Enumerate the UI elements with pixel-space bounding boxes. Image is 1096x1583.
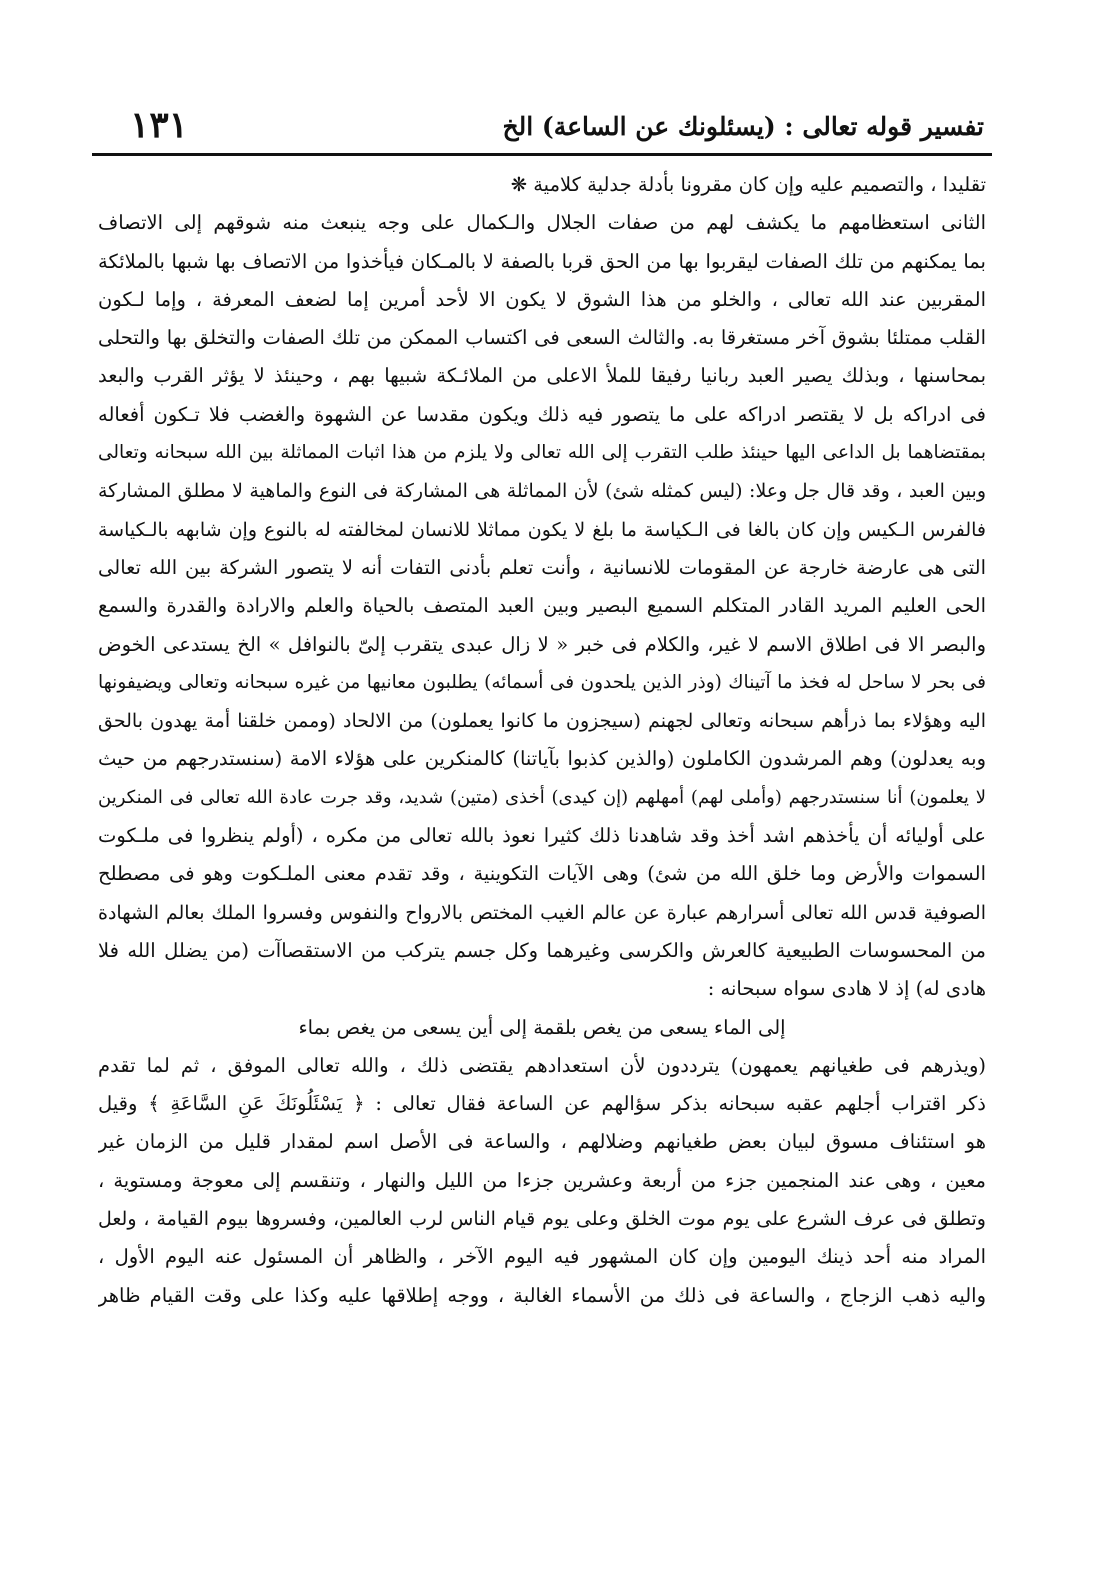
text-line: التى هى عارضة خارجة عن المقومات للانسانية ، وأنت تعلم بأدنى التفات أنه لا يتصور الشركة بين الله تعالى	[98, 555, 986, 579]
page-header	[90, 104, 990, 156]
text-line: على أوليائه أن يأخذهم اشد أخذ وقد شاهدنا ذلك كثيرا نعوذ بالله تعالى من مكره ، (أولم ينظروا فى ملـكوت	[98, 824, 986, 848]
text-line: من المحسوسات الطبيعية كالعرش والكرسى وغيرهما وكل جسم يتركب من الاستقصاآت (من يضلل الله فلا	[98, 938, 986, 962]
page-number: ١٣١	[130, 104, 189, 146]
text-line: والبصر الا فى اطلاق الاسم لا غير، والكلام فى خبر « لا زال عبدى يتقرب إلىّ بالنوافل » الخ يستدعى الخوض	[98, 632, 986, 656]
header-rule	[92, 153, 992, 156]
text-line: وبه يعدلون) وهم المرشدون الكاملون (والذين كذبوا بآياتنا) كالمنكرين على هؤلاء الامة (سنستدرجهم من حيث	[98, 747, 986, 771]
verse-line: إلى الماء يسعى من يغص بلقمة إلى أين يسعى من يغص بماء	[298, 1015, 786, 1039]
text-line: ذكر اقتراب أجلهم عقبه سبحانه بذكر سؤالهم عن الساعة فقال تعالى : ﴿ يَسْئَلُونَكَ عَنِ السَّاعَةِ ﴾ وقيل	[98, 1092, 986, 1116]
body-text	[98, 166, 986, 1315]
text-line: القلب ممتلئا بشوق آخر مستغرقا به. والثالث السعى فى اكتساب الممكن من تلك الصفات والتخلق بها والتحلى	[98, 326, 986, 350]
text-line: المقربين عند الله تعالى ، والخلو من هذا الشوق لا يكون الا لأحد أمرين إما لضعف المعرفة ، وإما لـكون	[98, 287, 986, 311]
text-line: تقليدا ، والتصميم عليه وإن كان مقرونا بأدلة جدلية كلامية ❋	[510, 173, 986, 196]
text-line: واليه ذهب الزجاج ، والساعة فى ذلك من الأسماء الغالبة ، ووجه إطلاقها عليه وكذا على وقت القيام ظاهر	[98, 1283, 986, 1307]
text-line: بمقتضاهما بل الداعى اليها حينئذ طلب التقرب إلى الله تعالى ولا يلزم من هذا اثبات المماثلة بين الله سبحانه وتعالى	[98, 442, 986, 464]
text-line: (ويذرهم فى طغيانهم يعمهون) يترددون لأن استعدادهم يقتضى ذلك ، والله تعالى الموفق ، ثم لما تقدم	[98, 1053, 986, 1077]
text-line: بما يمكنهم من تلك الصفات ليقربوا بها من الحق قربا بالصفة لا بالمـكان فيأخذوا من الاتصاف بها شبها بالملائكة	[98, 249, 986, 273]
text-line: المراد منه أحد ذينك اليومين وإن كان المشهور فيه اليوم الآخر ، والظاهر أن المسئول عنه اليوم الأول ،	[98, 1245, 986, 1269]
text-line: فى بحر لا ساحل له فخذ ما آتيناك (وذر الذين يلحدون فى أسمائه) يطلبون معانيها من غيره سبحانه وتعالى ويضيفونها	[98, 671, 986, 693]
text-line: هو استئناف مسوق لبيان بعض طغيانهم وضلالهم ، والساعة فى الأصل اسم لمقدار قليل من الزمان غير	[98, 1130, 986, 1154]
text-line: معين ، وهى عند المنجمين جزء من أربعة وعشرين جزءا من الليل والنهار ، وتنقسم إلى معوجة ومستوية ،	[98, 1168, 986, 1192]
text-line: بمحاسنها ، وبذلك يصير العبد ربانيا رفيقا للملأ الاعلى من الملائـكة شبيها بهم ، وحينئذ لا يؤثر القرب والبعد	[98, 364, 986, 388]
text-line: السموات والأرض وما خلق الله من شئ) وهى الآيات التكوينية ، وقد تقدم معنى الملـكوت وهو فى مصطلح	[98, 862, 986, 886]
text-line: فالفرس الـكيس وإن كان بالغا فى الـكياسة ما بلغ لا يكون مماثلا للانسان لمخالفته له بالنوع وإن شابهه بالـكياسة	[98, 518, 986, 541]
text-line: الحى العليم المريد القادر المتكلم السميع البصير وبين العبد المتصف بالحياة والعلم والارادة والقدرة والسمع	[98, 594, 986, 618]
text-line: وتطلق فى عرف الشرع على يوم موت الخلق وعلى يوم قيام الناس لرب العالمين، وفسروها بيوم القيامة ، ولعل	[98, 1208, 986, 1231]
text-line: وبين العبد ، وقد قال جل وعلا: (ليس كمثله شئ) لأن المماثلة هى المشاركة فى النوع والماهية لا مطلق المشاركة	[98, 480, 986, 503]
text-line: الثانى استعظامهم ما يكشف لهم من صفات الجلال والـكمال على وجه ينبعث منه شوقهم إلى الاتصاف	[98, 211, 986, 235]
text-line: لا يعلمون) أنا سنستدرجهم (وأملى لهم) أمهلهم (إن كيدى) أخذى (متين) شديد، وقد جرت عادة الله تعالى فى المنكرين	[98, 786, 986, 808]
text-line: فى ادراكه بل لا يقتصر ادراكه على ما يتصور فيه ذلك ويكون مقدسا عن الشهوة والغضب فلا تـكون أفعاله	[98, 402, 986, 426]
text-line: هادى له) إذ لا هادى سواه سبحانه :	[707, 977, 986, 1001]
text-line: اليه وهؤلاء بما ذرأهم سبحانه وتعالى لجهنم (سيجزون ما كانوا يعملون) من الالحاد (وممن خلقنا أمة يهدون بالحق	[98, 710, 986, 733]
running-title: تفسير قوله تعالى : (يسئلونك عن الساعة) الخ	[502, 112, 984, 141]
text-line: الصوفية قدس الله تعالى أسرارهم عبارة عن عالم الغيب المختص بالارواح والنفوس وفسروا الملك بعالم الشهادة	[98, 901, 986, 924]
